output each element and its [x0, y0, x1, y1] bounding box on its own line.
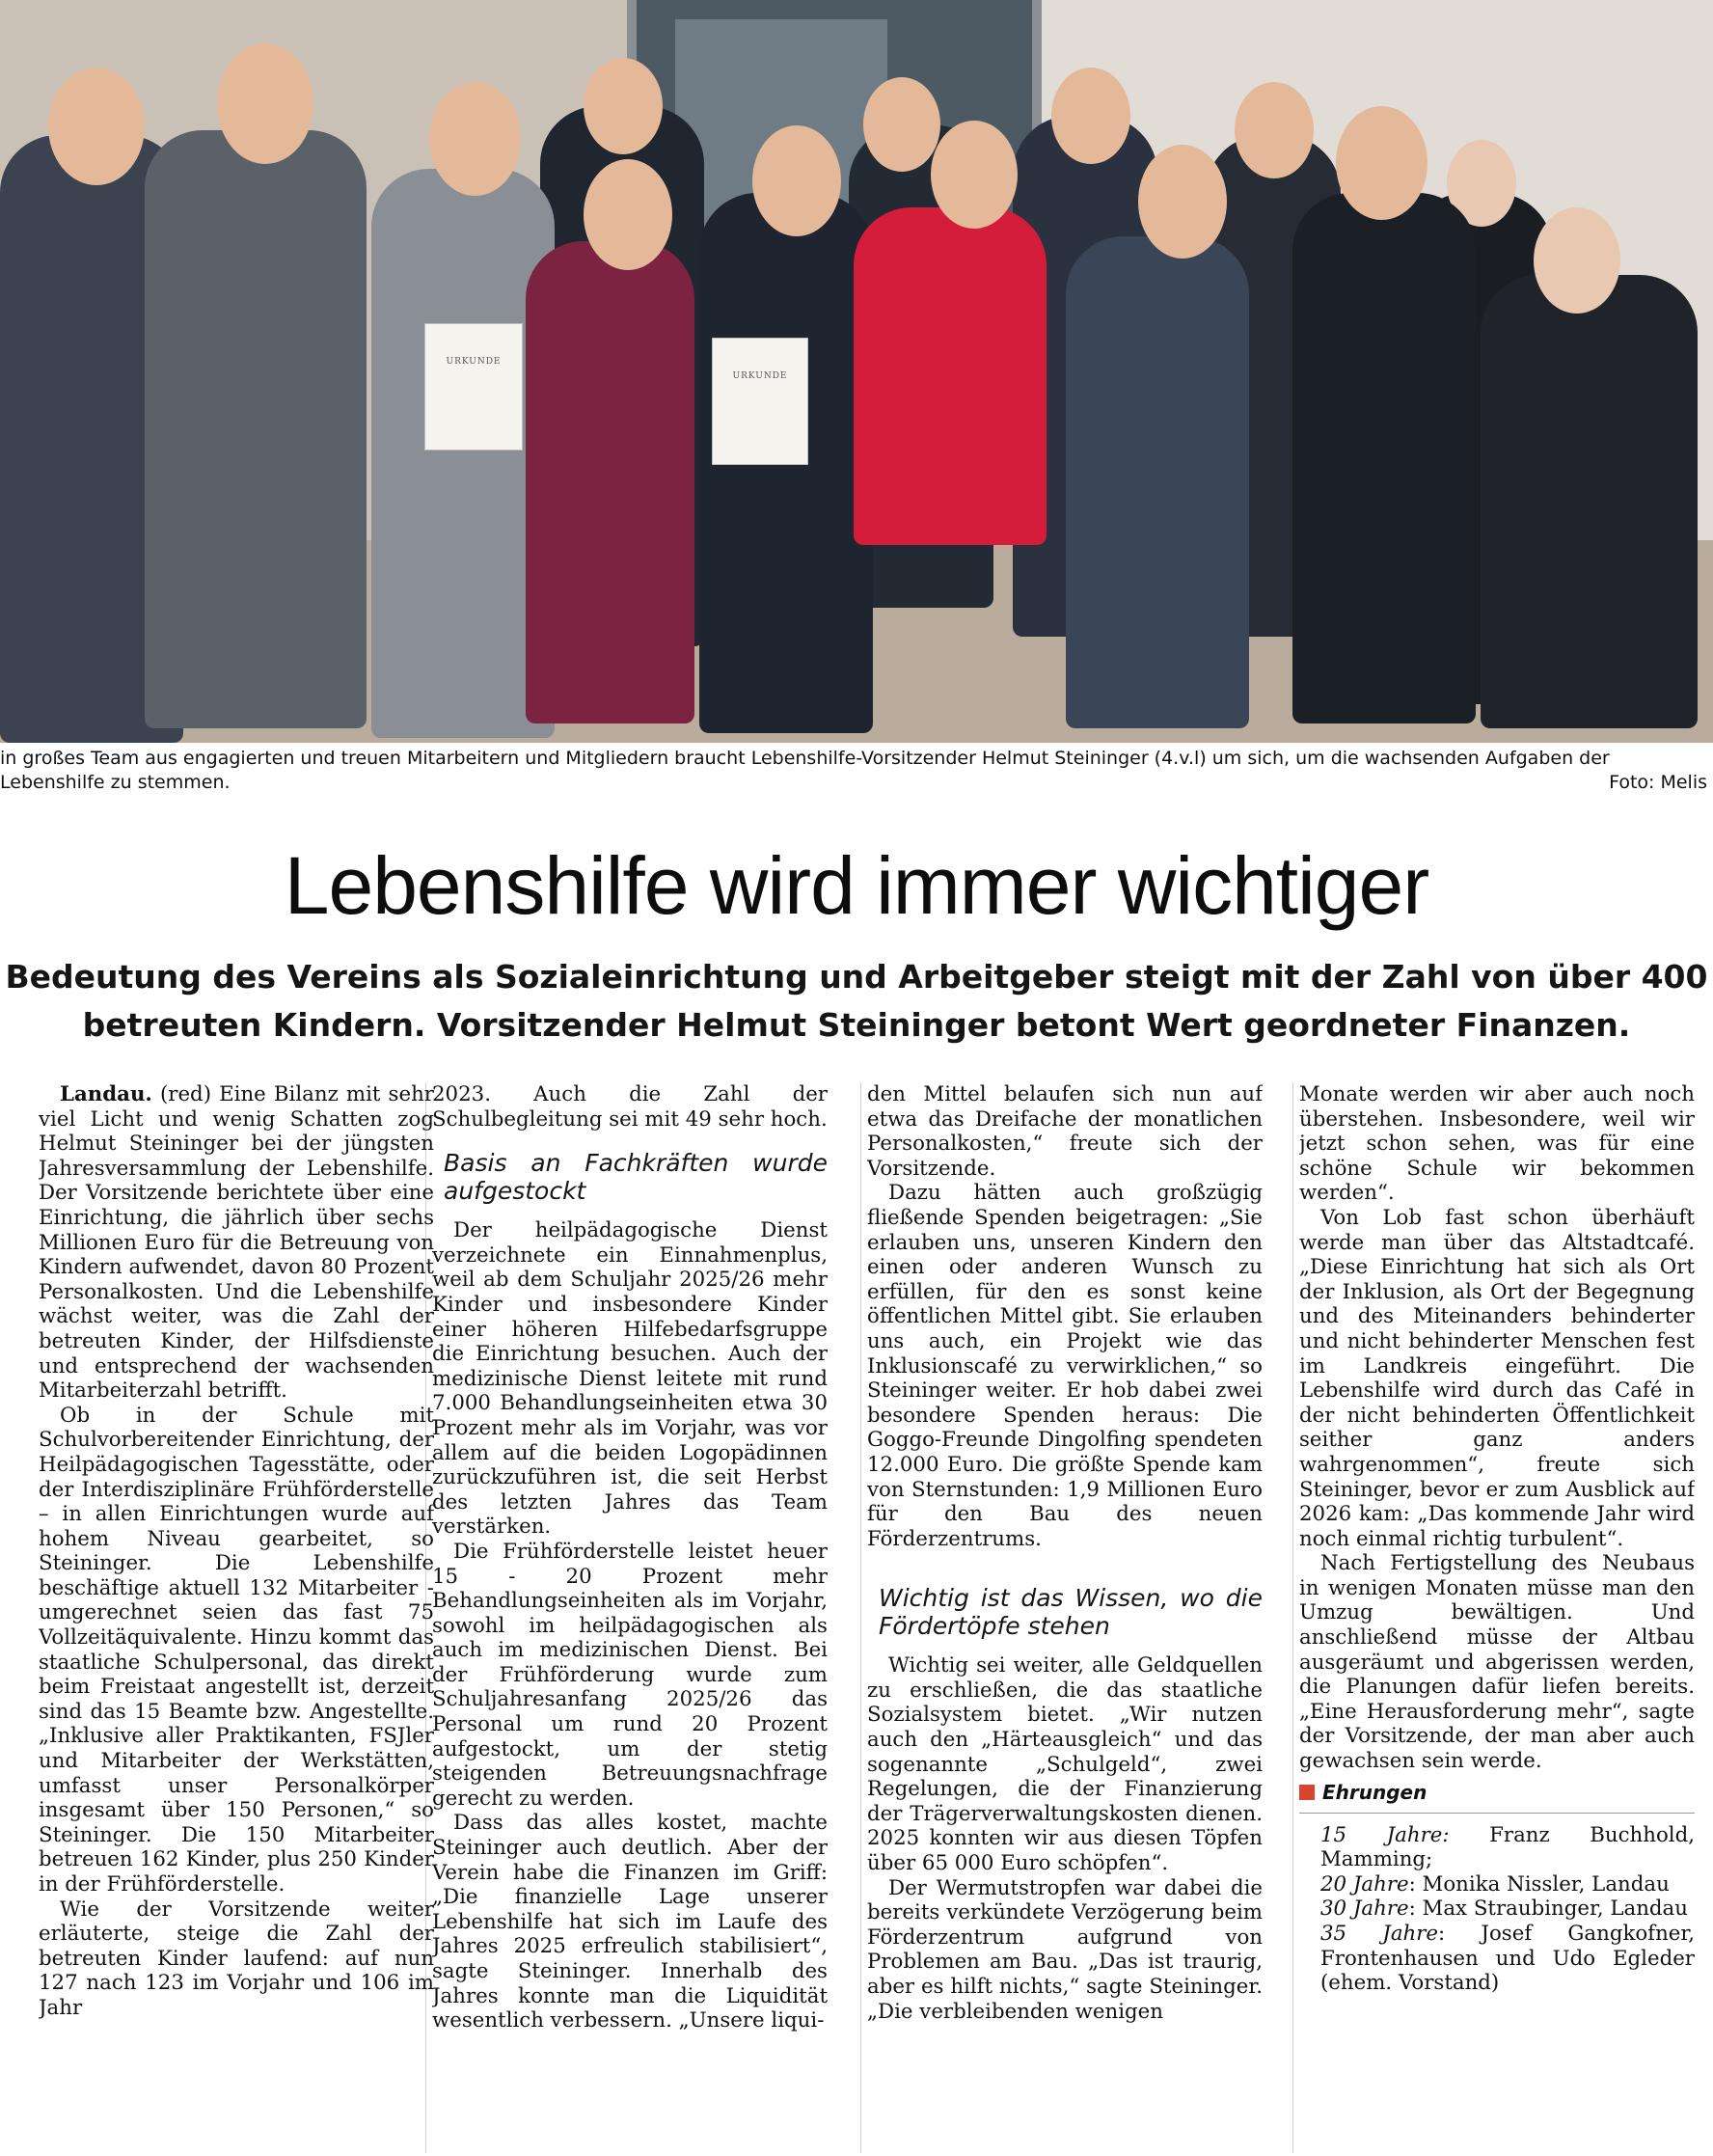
honor-years: 15 Jahre:: [1320, 1822, 1450, 1847]
paragraph: Dass das alles kostet, machte Steininger auch deutlich. Aber der Verein habe die Finanzen im Griff: „Die finanzielle Lage unserer Lebenshilfe hat sich im Laufe des Jahres 2025 erfreulich stabilisiert“, sagte Steininger. Innerhalb des Jahres konnte man die Liquidität wesentlich verbessern. „Unsere liqui-: [432, 1811, 828, 2033]
honor-item: [1299, 1897, 1695, 1922]
honor-years: 20 Jahre: [1320, 1871, 1409, 1897]
subheading: Basis an Fachkräften wurde aufgestockt: [444, 1149, 828, 1206]
person-front-9-head: [1534, 207, 1620, 314]
honor-names: : Monika Nissler, Landau: [1408, 1871, 1670, 1897]
certificate-2-label: URKUNDE: [732, 371, 788, 381]
honor-names: : Josef Gangkofner, Frontenhausen und Udo Egleder (ehem. Vorstand): [1320, 1922, 1695, 1996]
person-back-4-head: [1235, 82, 1314, 178]
person-front-1-head: [48, 68, 145, 185]
honor-names: : Max Straubinger, Landau: [1408, 1897, 1688, 1922]
paragraph: Ob in der Schule mit Schulvorbereitender Einrichtung, der Heilpädagogischen Tagesstätte, oder der Interdisziplinäre Frühförderstelle – in allen Einrichtungen wurde auf hohem Niveau gearbeitet, so Steininger. Die Lebenshilfe beschäftige aktuell 132 Mitarbeiter - umgerechnet seien das fast 75 Vollzeitäquivalente. Hinzu kommt das staatliche Schulpersonal, das direkt beim Freistaat angestellt ist, derzeit sind das 15 Beamte bzw. Angestellte. „Inklusive aller Praktikanten, FSJler und Mitarbeiter der Werkstätten, umfasst unser Personalkörper insgesamt über 150 Personen,“ so Steininger. Die 150 Mitarbeiter betreuen 162 Kinder, plus 250 Kinder in der Frühförderstelle.: [39, 1403, 434, 1897]
person-front-4-head: [584, 159, 672, 270]
honor-item: [1299, 1922, 1695, 1996]
honor-years: 30 Jahre: [1320, 1897, 1409, 1922]
column-1: [39, 1082, 434, 2153]
paragraph: Der Wermutstropfen war dabei die bereits verkündete Verzögerung beim Förderzentrum aufgrund von Problemen am Bau. „Das ist traurig, aber es hilft nichts,“ sagte Steininger. „Die verbleibenden wenigen: [867, 1875, 1263, 2024]
person-back-3-head: [1051, 68, 1130, 164]
honor-item: [1299, 1872, 1695, 1897]
group-photo: [0, 0, 1713, 743]
person-front-4: [526, 241, 694, 723]
column-divider-3: [1292, 1082, 1293, 2153]
person-front-8: [1292, 193, 1476, 723]
honors-heading: [1299, 1780, 1695, 1814]
paragraph-text: (red) Eine Bilanz mit sehr viel Licht und wenig Schatten zog Helmut Steininger bei der jüngsten Jahresversammlung der Lebenshilfe. Der Vorsitzende berichtete über eine Einrichtung, die jährlich über sechs Millionen Euro für die Betreuung von Kindern aufwendet, davon 80 Prozent Personalkosten. Und die Lebenshilfe wächst weiter, was die Zahl der betreuten Kinder, der Hilfsdienste und entsprechend der wachsenden Mitarbeiterzahl betrifft.: [39, 1082, 434, 1404]
person-front-2: [145, 130, 367, 728]
photo-caption: [0, 747, 1707, 795]
honors-title: Ehrungen: [1322, 1780, 1428, 1804]
column-2: [432, 1082, 828, 2153]
person-front-3-head: [429, 82, 521, 196]
person-front-6-head: [931, 121, 1018, 229]
caption-text: in großes Team aus engagierten und treuen Mitarbeitern und Mitgliedern braucht Lebenshilfe-Vorsitzender Helmut Steininger (4.v.l) um sich, um die wachsenden Aufgaben der Lebenshilfe zu stemmen.: [0, 748, 1610, 793]
person-front-2-head: [217, 43, 313, 164]
column-4: [1299, 1082, 1695, 2153]
paragraph: Nach Fertigstellung des Neubaus in wenigen Monaten müsse man den Umzug bewältigen. Und anschließend müsse der Altbau ausgeräumt und abgerissen werden, die Planungen dafür liefen bereits. „Eine Herausforderung mehr“, sagte der Vorsitzende, der man aber auch gewachsen sein werde.: [1299, 1551, 1695, 1774]
paragraph: Dazu hätten auch großzügig fließende Spenden beigetragen: „Sie erlauben uns, unseren Kindern den einen oder anderen Wunsch zu erfüllen, für den es sonst keine öffentlichen Mittel gibt. Sie erlauben uns auch, ein Projekt wie das Inklusionscafé zu verwirklichen,“ so Steininger weiter. Er hob dabei zwei besondere Spenden heraus: Die Goggo-Freunde Dingolfing spendeten 12.000 Euro. Die größte Spende kam von Sternstunden: 1,9 Millionen Euro für den Bau des neuen Förderzentrums.: [867, 1181, 1263, 1551]
honor-item: [1299, 1823, 1695, 1872]
paragraph: den Mittel belaufen sich nun auf etwa das Dreifache der monatlichen Personalkosten,“ freute sich der Vorsitzende.: [867, 1082, 1263, 1181]
column-3: [867, 1082, 1263, 2153]
paragraph: Von Lob fast schon überhäuft werde man über das Altstadtcafé. „Diese Einrichtung hat sich als Ort der Inklusion, als Ort der Begegnung und des Miteinanders behinderter und nicht behinderter Menschen fest im Landkreis eingeführt. Die Lebenshilfe wird durch das Café in der nicht behinderten Öffentlichkeit seither ganz anders wahrgenommen“, freute sich Steininger, bevor er zum Ausblick auf 2026 kam: „Das kommende Jahr wird noch einmal richtig turbulent“.: [1299, 1205, 1695, 1551]
person-front-9: [1481, 275, 1698, 728]
honor-names: Franz Buchhold, Mamming;: [1320, 1822, 1695, 1872]
certificate-1-label: URKUNDE: [446, 357, 502, 367]
paragraph: Wichtig sei weiter, alle Geldquellen zu erschließen, die das staatliche Sozialsystem bietet. „Wir nutzen auch den „Härteausgleich“ und das sogenannte „Schulgeld“, zwei Regelungen, die der Finanzierung der Trägerverwaltungskosten dienen. 2025 konnten wir aus diesen Töpfen über 65 000 Euro schöpfen“.: [867, 1653, 1263, 1876]
paragraph: Die Frühförderstelle leistet heuer 15 - 20 Prozent mehr Behandlungseinheiten als im Vorjahr, sowohl im heilpädagogischen als auch im medizinischen Dienst. Bei der Frühförderung wurde zum Schuljahresanfang 2025/26 das Personal um rund 20 Prozent aufgestockt, um der stetig steigenden Betreuungsnachfrage gerecht zu werden.: [432, 1539, 828, 1811]
honor-years: 35 Jahre: [1320, 1922, 1439, 1946]
paragraph: Monate werden wir aber auch noch überstehen. Insbesondere, weil wir jetzt schon sehen, was für eine schöne Schule wir bekommen werden“.: [1299, 1082, 1695, 1206]
person-front-7-head: [1138, 145, 1227, 259]
person-front-8-head: [1336, 106, 1428, 220]
paragraph: [39, 1082, 434, 1404]
certificate-2: [712, 338, 808, 465]
paragraph: 2023. Auch die Zahl der Schulbegleitung sei mit 49 sehr hoch.: [432, 1082, 828, 1132]
person-front-5-head: [752, 125, 841, 236]
person-front-7: [1066, 236, 1249, 728]
headline: Lebenshilfe wird immer wichtiger: [284, 840, 1429, 931]
person-back-1-head: [584, 58, 663, 154]
certificate-1: [424, 323, 523, 450]
column-divider-2: [860, 1082, 861, 2153]
dateline: Landau.: [60, 1082, 152, 1106]
subheading: Wichtig ist das Wissen, wo die Fördertöpfe stehen: [879, 1584, 1263, 1641]
paragraph: Wie der Vorsitzende weiter erläuterte, steige die Zahl der betreuten Kinder laufend: auf nun 127 nach 123 im Vorjahr und 106 im Jahr: [39, 1897, 434, 2020]
person-front-6: [854, 207, 1047, 545]
subheadline: Bedeutung des Vereins als Sozialeinrichtung und Arbeitgeber steigt mit der Zahl von über 400 betreuten Kindern. Vorsitzender Helmut Steininger betont Wert geordneter Finanzen.: [5, 958, 1708, 1044]
photo-credit: Foto: Melis: [1609, 772, 1707, 793]
red-square-icon: [1299, 1785, 1315, 1800]
paragraph: Der heilpädagogische Dienst verzeichnete ein Einnahmenplus, weil ab dem Schuljahr 2025/26 mehr Kinder und insbesondere Kinder einer höheren Hilfebedarfsgruppe die Einrichtung besuchen. Auch der medizinische Dienst leitete mit rund 7.000 Behandlungseinheiten etwa 30 Prozent mehr als im Vorjahr, was vor allem auf die beiden Logopädinnen zurückzuführen ist, die seit Herbst des letzten Jahres das Team verstärken.: [432, 1218, 828, 1540]
person-back-2-head: [863, 77, 940, 172]
